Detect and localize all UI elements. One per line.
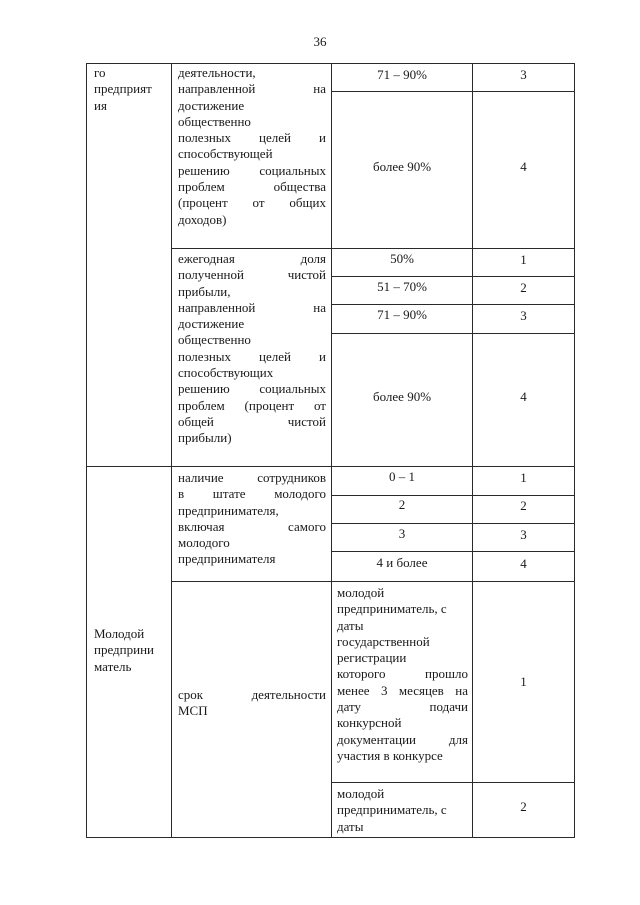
score-cell: 1 bbox=[520, 674, 527, 689]
text-line: даты bbox=[337, 617, 364, 633]
category-continuation-cell bbox=[94, 65, 168, 114]
score-cell: 2 bbox=[520, 498, 527, 513]
text-line: предприниматель, с bbox=[337, 601, 447, 617]
criterion-cell-profit-share bbox=[178, 251, 326, 447]
text-line: решению социальных bbox=[178, 381, 326, 397]
text-line: государственной bbox=[337, 633, 430, 649]
value-cell bbox=[337, 786, 468, 835]
value-cell: 4 и более bbox=[376, 555, 428, 570]
text-line: ия bbox=[94, 97, 107, 113]
table-border-col2 bbox=[171, 63, 172, 838]
score-cell: 4 bbox=[520, 556, 527, 571]
text-line: полезных целей и bbox=[178, 348, 326, 364]
page-number: 36 bbox=[313, 34, 327, 49]
block-divider bbox=[171, 248, 575, 249]
text-line: наличие сотрудников bbox=[178, 470, 326, 485]
text-line: направленной на bbox=[178, 81, 326, 97]
criterion-cell-employees bbox=[178, 470, 326, 568]
text-line: (процент от общих bbox=[178, 195, 326, 211]
value-cell: 51 – 70% bbox=[377, 279, 427, 294]
row-divider bbox=[331, 782, 575, 783]
text-line: доходов) bbox=[178, 211, 227, 227]
table-border-col4 bbox=[472, 63, 473, 838]
text-line: менее 3 месяцев на bbox=[337, 682, 468, 698]
text-line: способствующих bbox=[178, 365, 274, 381]
text-line: полезных целей и bbox=[178, 130, 326, 146]
criterion-cell-income-share bbox=[178, 65, 326, 228]
text-line: общественно bbox=[178, 113, 251, 129]
category-cell-young-entrepreneur bbox=[94, 626, 168, 675]
value-cell: 50% bbox=[390, 251, 414, 266]
value-cell bbox=[337, 585, 468, 764]
text-line: матель bbox=[94, 658, 132, 674]
value-cell: 71 – 90% bbox=[377, 67, 427, 82]
criterion-cell-business-age bbox=[178, 687, 326, 720]
text-line: МСП bbox=[178, 703, 208, 719]
text-line: способствующей bbox=[178, 146, 273, 162]
text-line: проблем общества bbox=[178, 179, 326, 195]
text-line: прибыли, bbox=[178, 283, 231, 299]
table-border-top bbox=[86, 63, 575, 64]
text-line: участия в конкурсе bbox=[337, 747, 443, 763]
text-line: ежегодная доля bbox=[178, 251, 326, 266]
table-border-right bbox=[574, 63, 575, 838]
score-cell: 3 bbox=[520, 67, 527, 82]
text-line: общественно bbox=[178, 332, 251, 348]
text-line: молодого bbox=[178, 535, 230, 551]
value-cell: более 90% bbox=[372, 389, 432, 404]
row-divider bbox=[331, 551, 575, 552]
text-line: направленной на bbox=[178, 299, 326, 315]
row-divider bbox=[331, 333, 575, 334]
row-divider bbox=[331, 523, 575, 524]
text-line: регистрации bbox=[337, 650, 407, 666]
score-cell: 2 bbox=[520, 280, 527, 295]
text-line: Молодой bbox=[94, 626, 145, 641]
score-cell: 3 bbox=[520, 308, 527, 323]
text-line: проблем (процент от bbox=[178, 397, 326, 413]
row-divider bbox=[331, 304, 575, 305]
table-border-left bbox=[86, 63, 87, 838]
score-cell: 4 bbox=[520, 389, 527, 404]
text-line: полученной чистой bbox=[178, 267, 326, 283]
text-line: молодой bbox=[337, 786, 385, 801]
text-line: которого прошло bbox=[337, 666, 468, 682]
text-line: достижение bbox=[178, 316, 245, 332]
text-line: даты bbox=[337, 818, 364, 834]
text-line: предпринимателя bbox=[178, 551, 276, 567]
text-line: включая самого bbox=[178, 518, 326, 534]
score-cell: 2 bbox=[520, 799, 527, 814]
text-line: общей чистой bbox=[178, 413, 326, 429]
text-line: предприниматель, с bbox=[337, 802, 447, 818]
score-cell: 1 bbox=[520, 252, 527, 267]
text-line: предприни bbox=[94, 642, 154, 658]
text-line: срок деятельности bbox=[178, 687, 326, 702]
row-divider bbox=[331, 495, 575, 496]
score-cell: 1 bbox=[520, 470, 527, 485]
value-cell: 3 bbox=[398, 526, 406, 541]
section-divider bbox=[86, 466, 575, 467]
table-border-col3 bbox=[331, 63, 332, 838]
text-line: молодой bbox=[337, 585, 385, 600]
text-line: решению социальных bbox=[178, 162, 326, 178]
value-cell: 71 – 90% bbox=[377, 307, 427, 322]
block-divider bbox=[171, 581, 575, 582]
value-cell: 0 – 1 bbox=[389, 469, 415, 484]
text-line: деятельности, bbox=[178, 65, 256, 80]
text-line: достижение bbox=[178, 97, 245, 113]
text-line: документации для bbox=[337, 731, 468, 747]
score-cell: 3 bbox=[520, 527, 527, 542]
text-line: прибыли) bbox=[178, 430, 232, 446]
value-cell: более 90% bbox=[372, 159, 432, 174]
text-line: конкурсной bbox=[337, 715, 402, 731]
text-line: дату подачи bbox=[337, 699, 468, 715]
text-line: предприят bbox=[94, 81, 152, 97]
text-line: предпринимателя, bbox=[178, 502, 279, 518]
row-divider bbox=[331, 91, 575, 92]
row-divider bbox=[331, 276, 575, 277]
score-cell: 4 bbox=[520, 159, 527, 174]
value-cell: 2 bbox=[398, 497, 406, 512]
text-line: го bbox=[94, 65, 106, 80]
text-line: в штате молодого bbox=[178, 486, 326, 502]
table-border-bottom bbox=[86, 837, 575, 838]
